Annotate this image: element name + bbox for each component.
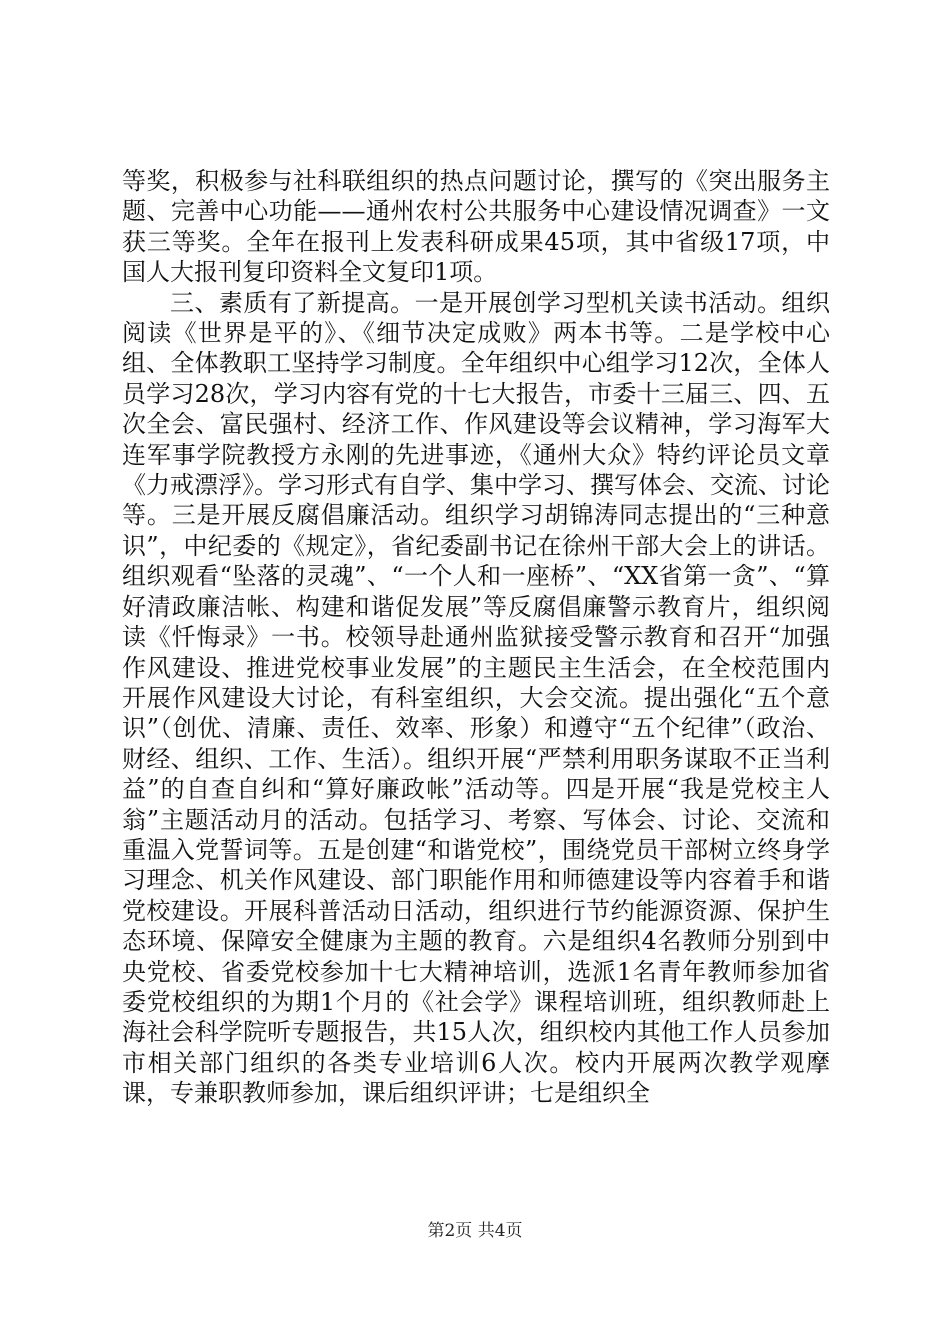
page-number-footer: 第2页 共4页 <box>427 1221 523 1241</box>
paragraph-section-three: 三、素质有了新提高。一是开展创学习型机关读书活动。组织阅读《世界是平的》、《细节决定成败》两本书等。二是学校中心组、全体教职工坚持学习制度。全年组织中心组学习12次，全体人员学习28次，学习内容有党的十七大报告，市委十三届三、四、五次全会、富民强村、经济工作、作风建设等会议精神，学习海军大连军事学院教授方永刚的先进事迹，《通州大众》特约评论员文章《力戒漂浮》。学习形式有自学、集中学习、撰写体会、交流、讨论等。三是开展反腐倡廉活动。组织学习胡锦涛同志提出的“三种意识”，中纪委的《规定》，省纪委副书记在徐州干部大会上的讲话。组织观看“坠落的灵魂”、“一个人和一座桥”、“XX省第一贪”、“算好清政廉洁帐、构建和谐促发展”等反腐倡廉警示教育片，组织阅读《忏悔录》一书。校领导赴通州监狱接受警示教育和召开“加强作风建设、推进党校事业发展”的主题民主生活会，在全校范围内开展作风建设大讨论，有科室组织，大会交流。提出强化“五个意识”（创优、清廉、责任、效率、形象）和遵守“五个纪律”（政治、财经、组织、工作、生活）。组织开展“严禁利用职务谋取不正当利益”的自查自纠和“算好廉政帐”活动等。四是开展“我是党校主人翁”主题活动月的活动。包括学习、考察、写体会、讨论、交流和重温入党誓词等。五是创建“和谐党校”，围绕党员干部树立终身学习理念、机关作风建设、部门职能作用和师德建设等内容着手和谐党校建设。开展科普活动日活动，组织进行节约能源资源、保护生态环境、保障安全健康为主题的教育。六是组织4名教师分别到中央党校、省委党校参加十七大精神培训，选派1名青年教师参加省委党校组织的为期1个月的《社会学》课程培训班，组织教师赴上海社会科学院听专题报告，共15人次，组织校内其他工作人员参加市相关部门组织的各类专业培训6人次。校内开展两次教学观摩课，专兼职教师参加，课后组织评讲；七是组织全 <box>122 288 830 1108</box>
document-body <box>122 166 830 1109</box>
paragraph-continuation: 等奖，积极参与社科联组织的热点问题讨论，撰写的《突出服务主题、完善中心功能——通州农村公共服务中心建设情况调查》一文获三等奖。全年在报刊上发表科研成果45项，其中省级17项，中国人大报刊复印资料全文复印1项。 <box>122 167 830 287</box>
